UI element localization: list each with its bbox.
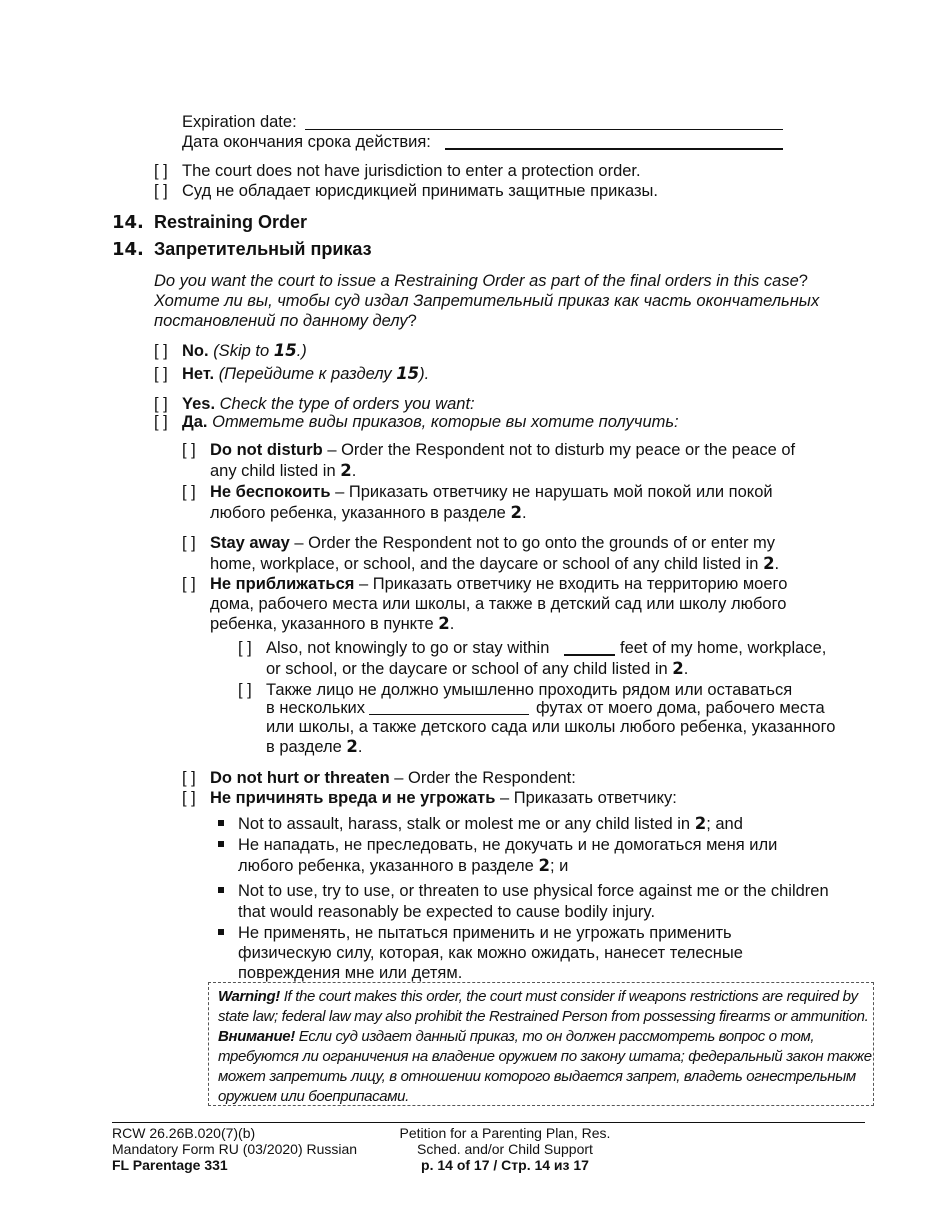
no-option-en[interactable] [154,341,307,361]
skip-number-ru: 15 [396,364,420,383]
distance-text-b: feet of my home, workplace, [620,639,827,657]
jurisdiction-option-ru[interactable] [154,181,658,201]
warning-label-ru: Внимание! [218,1028,295,1045]
do-not-disturb-text2: any child listed in [210,462,341,480]
section-ref: 2 [763,554,775,573]
footer-divider [112,1122,865,1123]
do-not-disturb-text2-ru: любого ребенка, указанного в разделе [210,504,511,522]
jurisdiction-text-en: The court does not have jurisdiction to enter a protection order. [182,162,641,180]
do-not-hurt-label: Do not hurt or threaten [210,769,390,787]
stay-away-line3-ru [210,614,454,634]
do-not-disturb-label: Do not disturb [210,441,323,459]
do-not-disturb-label-ru: Не беспокоить [210,483,331,501]
warning-line4: требуются ли ограничения на владение оружием по закону штата; федеральный закон также [218,1048,872,1065]
section-number: 14. [112,239,144,260]
do-not-hurt-label-ru: Не причинять вреда и не угрожать [210,789,496,807]
section-heading-en [112,212,307,233]
distance-line4-ru [266,737,362,757]
skip-text-end: .) [296,342,307,360]
question-en-text: Do you want the court to issue a Restraining Order as part of the final orders in this case [154,272,799,290]
period: . [357,738,363,756]
jurisdiction-option-en[interactable] [154,161,641,181]
section-title-en: Restraining Order [154,212,308,232]
yes-label-ru: Да. [182,413,208,431]
bullet-icon [218,820,224,826]
yes-label: Yes. [182,395,216,413]
warning-line3 [218,1027,873,1047]
checkbox[interactable]: [ ] [182,575,196,593]
question-ru-text: постановлений по данному делу [154,312,408,330]
do-not-disturb-option-en[interactable] [182,440,795,460]
warning-line1 [218,987,873,1007]
section-ref: 2 [346,737,358,756]
do-not-disturb-text-ru: – Приказать ответчику не нарушать мой покой или покой [330,483,773,501]
no-label-ru: Нет. [182,365,215,383]
bullet-1 [238,814,743,834]
footer-form-id: FL Parentage 331 [112,1157,228,1173]
bullet-4-line1: Не применять, не пытаться применить и не угрожать применить [238,924,732,942]
checkbox[interactable]: [ ] [154,342,168,360]
footer-page-number: p. 14 of 17 / Стр. 14 из 17 [421,1157,589,1173]
bullet-4-line2: физическую силу, которая, как можно ожидать, нанесет телесные [238,944,743,962]
distance-line2a-ru: в нескольких [266,699,366,717]
section-heading-ru [112,239,372,260]
distance-text: Also, not knowingly to go or stay within [266,639,550,657]
bullet-1-text: Not to assault, harass, stalk or molest me or any child listed in [238,815,695,833]
question-ru-line2 [154,311,417,331]
warning-line5: может запретить лицу, в отношении которого выдается запрет, владеть огнестрельным [218,1068,856,1085]
distance-line3-ru: или школы, а также детского сада или школы любого ребенка, указанного [266,718,836,736]
do-not-hurt-text: – Order the Respondent: [389,769,576,787]
section-ref: 2 [538,856,550,875]
question-mark: ? [407,312,417,330]
footer-form: Mandatory Form RU (03/2020) Russian [112,1141,358,1157]
stay-away-text-ru: – Приказать ответчику не входить на территорию моего [354,575,788,593]
do-not-disturb-line2-ru [210,503,527,523]
bullet-3-line2: that would reasonably be expected to cause bodily injury. [238,903,656,921]
yes-instruction-ru: Отметьте виды приказов, которые вы хотите получить: [212,413,679,431]
period: . [449,615,455,633]
stay-away-option-en[interactable] [182,533,775,553]
checkbox[interactable]: [ ] [154,395,168,413]
checkbox[interactable]: [ ] [182,534,196,552]
expiration-date-label-en: Expiration date: [182,113,297,131]
do-not-hurt-text-ru: – Приказать ответчику: [495,789,677,807]
warning-line2: state law; federal law may also prohibit the Restrained Person from possessing firearms or ammunition. [218,1008,869,1025]
distance-feet-field[interactable] [564,654,615,656]
jurisdiction-text-ru: Суд не обладает юрисдикцией принимать защитные приказы. [182,182,658,200]
yes-instruction: Check the type of orders you want: [219,395,475,413]
stay-away-text3-ru: ребенка, указанного в пункте [210,615,439,633]
warning-label: Warning! [218,988,280,1005]
period: . [351,462,357,480]
distance-line2b-ru: футах от моего дома, рабочего места [536,699,825,717]
distance-text4-ru: в разделе [266,738,347,756]
checkbox[interactable]: [ ] [154,365,168,383]
distance-text2: or school, or the daycare or school of any child listed in [266,660,673,678]
bullet-2-end: ; и [549,857,569,875]
question-mark: ? [798,272,808,290]
question-ru-line1: Хотите ли вы, чтобы суд издал Запретительный приказ как часть окончательных [154,292,820,310]
section-number: 14. [112,212,144,233]
section-ref: 2 [510,503,522,522]
skip-text-end-ru: ). [419,365,430,383]
bullet-3-line1: Not to use, try to use, or threaten to use physical force against me or the children [238,882,829,900]
bullet-4-line3: повреждения мне или детям. [238,964,463,982]
bullet-2-line1: Не нападать, не преследовать, не докучать и не домогаться меня или [238,836,778,854]
period: . [521,504,527,522]
bullet-2-line2 [238,856,568,876]
footer-statute: RCW 26.26B.020(7)(b) [112,1125,256,1141]
checkbox[interactable]: [ ] [182,769,196,787]
stay-away-label: Stay away [210,534,290,552]
skip-number: 15 [273,341,297,360]
stay-away-option-ru[interactable] [182,574,787,594]
stay-away-line2 [210,554,779,574]
bullet-1-end: ; and [706,815,743,833]
do-not-hurt-option-ru[interactable] [182,788,677,808]
checkbox[interactable]: [ ] [182,441,196,459]
distance-text-ru: Также лицо не должно умышленно проходить рядом или оставаться [266,681,793,699]
section-ref: 2 [438,614,450,633]
question-en [154,271,808,291]
warning-text1: If the court makes this order, the court must consider if weapons restrictions are required by [279,988,858,1005]
stay-away-text: – Order the Respondent not to go onto the grounds of or enter my [289,534,776,552]
stay-away-text2: home, workplace, or school, and the daycare or school of any child listed in [210,555,764,573]
checkbox[interactable]: [ ] [154,182,168,200]
checkbox[interactable]: [ ] [238,639,252,657]
expiration-date-field-ru[interactable] [445,148,783,150]
yes-option-ru[interactable] [154,412,679,432]
bullet-2-text: любого ребенка, указанного в разделе [238,857,539,875]
bullet-icon [218,929,224,935]
period: . [683,660,689,678]
expiration-date-label-ru: Дата окончания срока действия: [182,133,431,151]
warning-line6: оружием или боеприпасами. [218,1088,409,1105]
distance-option-en[interactable] [238,638,549,658]
do-not-disturb-text: – Order the Respondent not to disturb my peace or the peace of [322,441,796,459]
do-not-hurt-option-en[interactable] [182,768,576,788]
do-not-disturb-line2 [210,461,356,481]
stay-away-line2-ru: дома, рабочего места или школы, а также в детский сад или школу любого [210,595,787,613]
section-title-ru: Запретительный приказ [154,239,372,259]
warning-box [208,982,874,1106]
stay-away-label-ru: Не приближаться [210,575,355,593]
section-ref: 2 [340,461,352,480]
no-label: No. [182,342,209,360]
no-option-ru[interactable] [154,364,429,384]
section-ref: 2 [694,814,707,833]
checkbox[interactable]: [ ] [182,483,196,501]
distance-line2 [266,659,688,679]
distance-option-ru[interactable] [238,680,792,700]
checkbox[interactable]: [ ] [182,789,196,807]
footer-title-line1: Petition for a Parenting Plan, Res. [399,1125,611,1141]
distance-feet-field-ru[interactable] [369,714,529,715]
warning-text-ru1: Если суд издает данный приказ, то он должен рассмотреть вопрос о том, [294,1028,815,1045]
period: . [774,555,780,573]
checkbox[interactable]: [ ] [154,162,168,180]
bullet-icon [218,841,224,847]
section-ref: 2 [672,659,684,678]
expiration-date-field[interactable] [305,129,783,130]
bullet-icon [218,887,224,893]
do-not-disturb-option-ru[interactable] [182,482,773,502]
yes-option-en[interactable] [154,394,475,414]
footer-title-line2: Sched. and/or Child Support [417,1141,593,1157]
skip-text: (Skip to [213,342,274,360]
checkbox[interactable]: [ ] [154,413,168,431]
checkbox[interactable]: [ ] [238,681,252,699]
skip-text-ru: (Перейдите к разделу [218,365,397,383]
